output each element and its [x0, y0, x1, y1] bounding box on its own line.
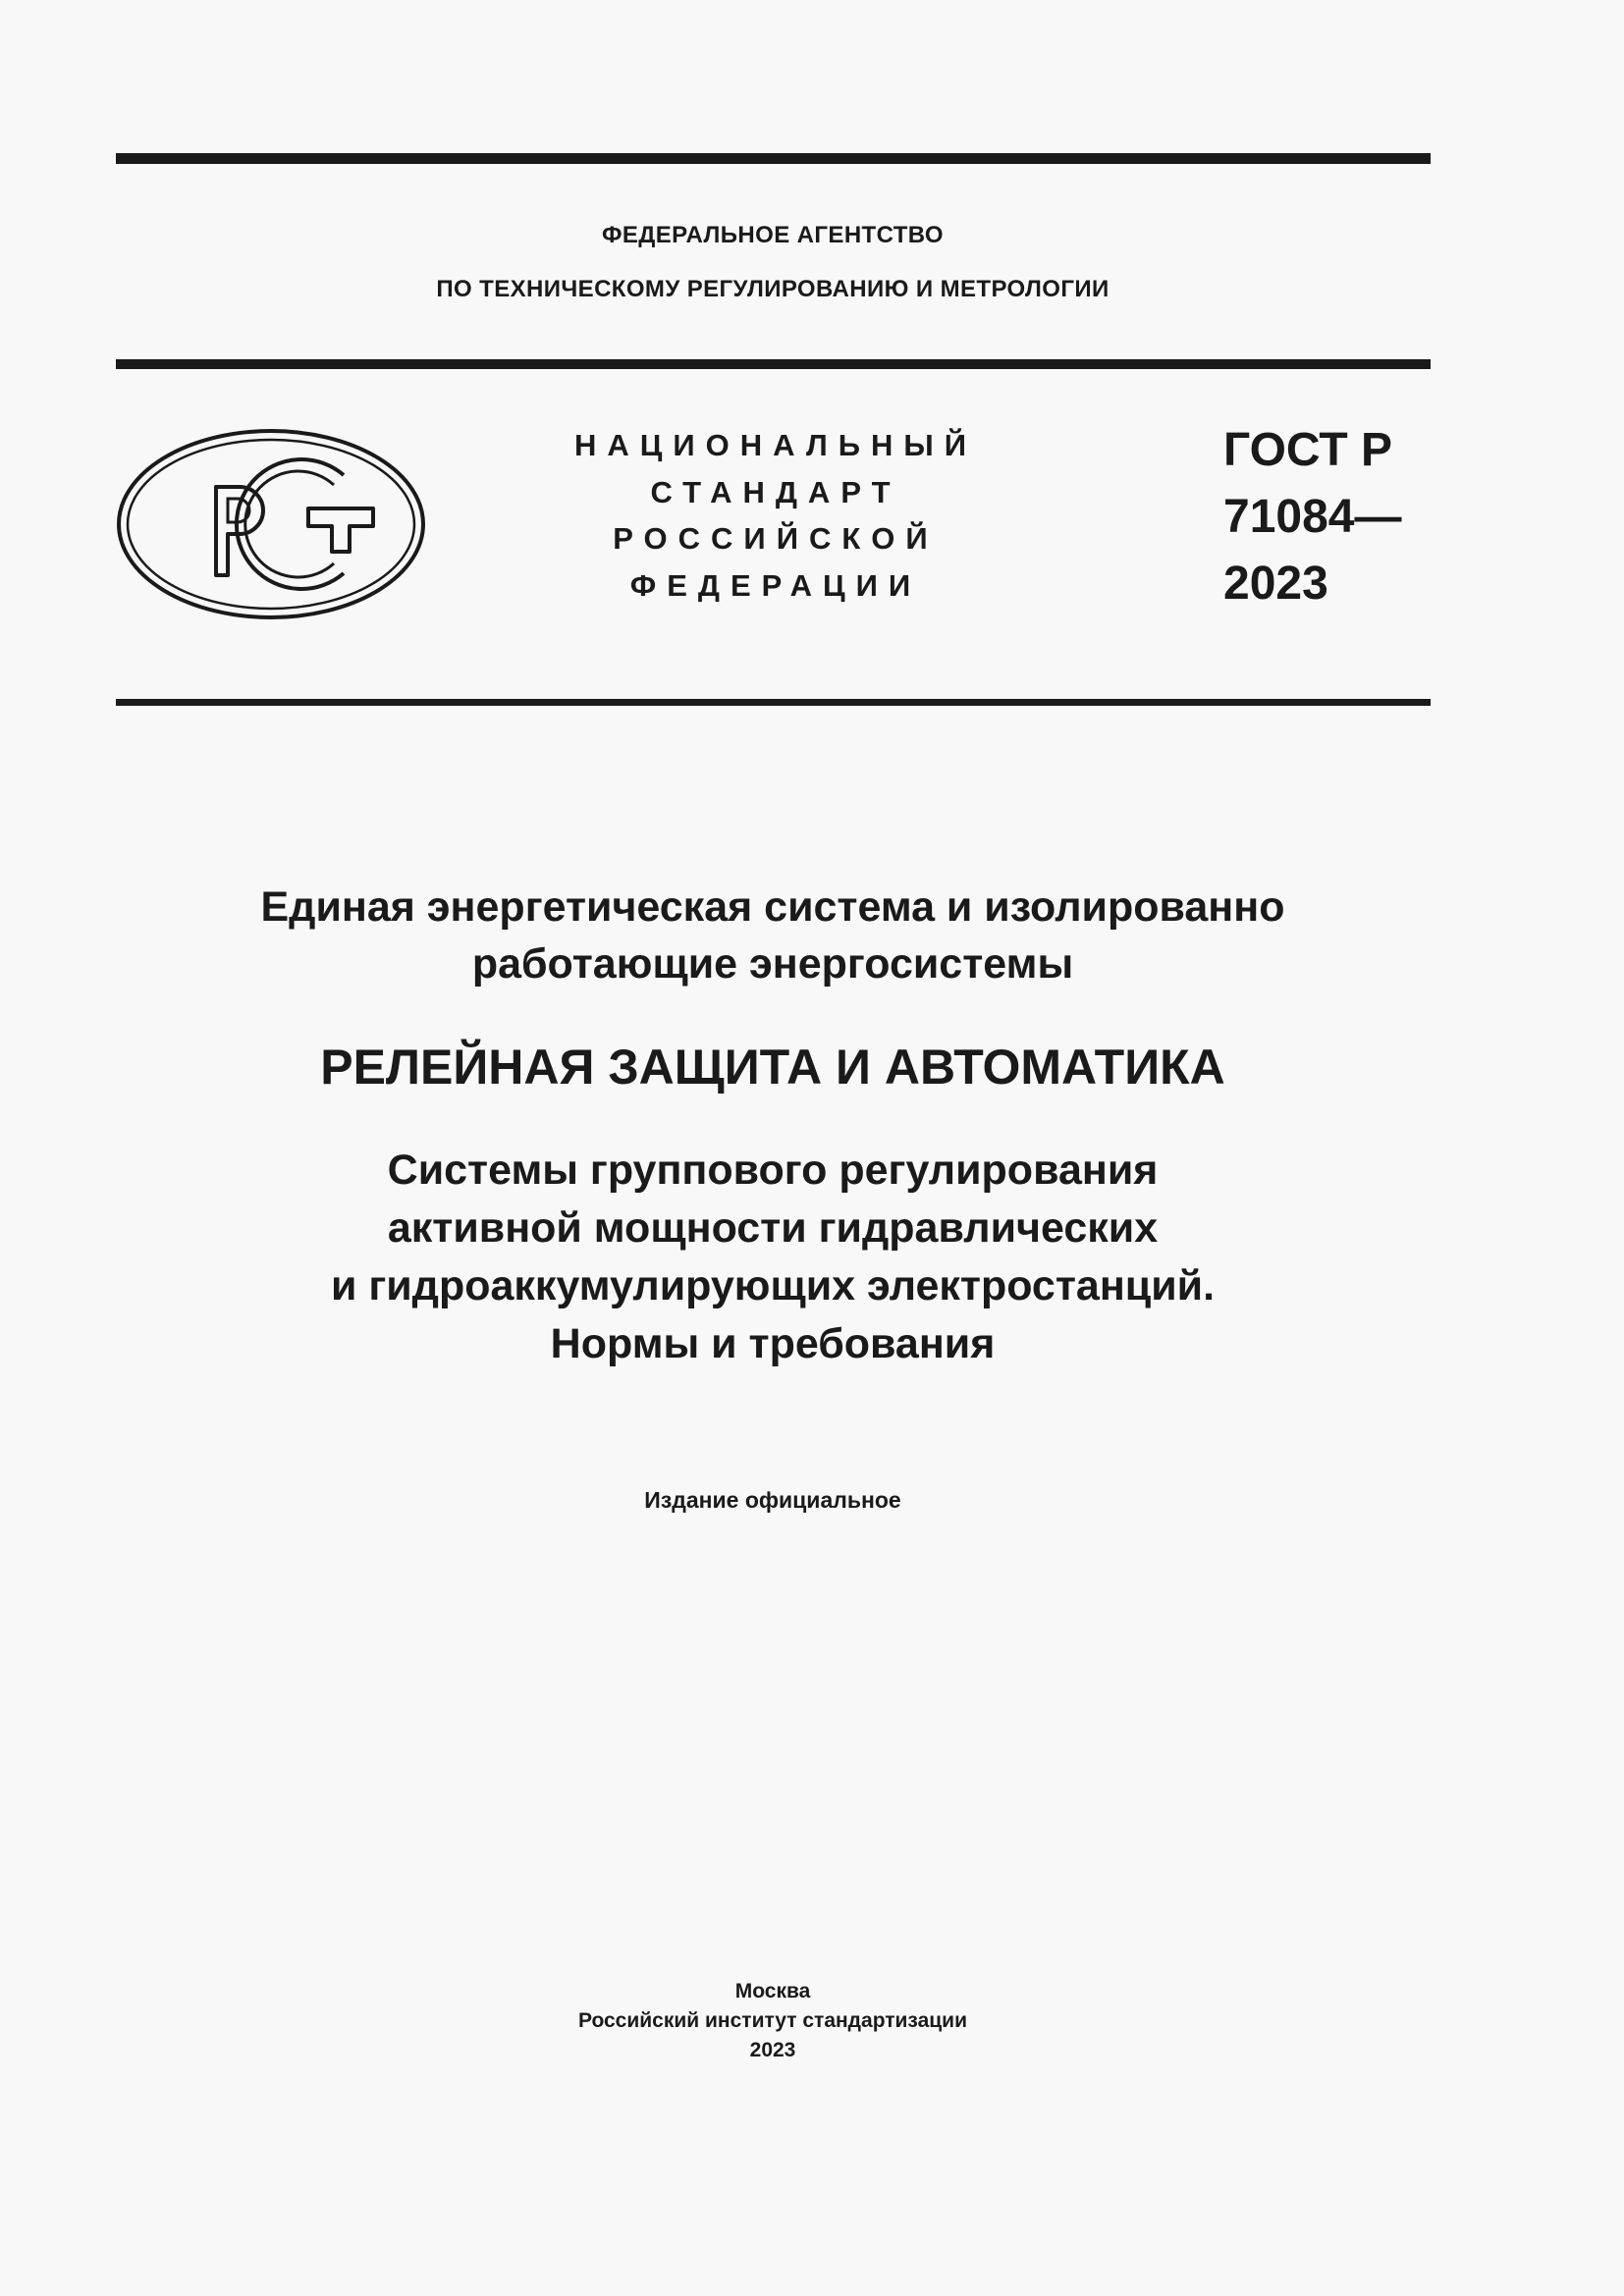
top-rule: [116, 153, 1431, 164]
rst-certification-mark-icon: [116, 428, 426, 620]
imprint-city: Москва: [734, 1980, 811, 2002]
subtitle-line: Нормы и требования: [550, 1320, 996, 1367]
national-standard-line: РОССИЙСКОЙ: [613, 521, 939, 556]
imprint-year: 2023: [749, 2039, 796, 2061]
document-main-title: РЕЛЕЙНАЯ ЗАЩИТА И АВТОМАТИКА: [320, 1040, 1225, 1095]
subtitle-line: активной мощности гидравлических: [387, 1204, 1159, 1252]
designation-line: ГОСТ Р: [1223, 424, 1393, 476]
subtitle-line: и гидроаккумулирующих электростанций.: [330, 1262, 1216, 1309]
national-standard-line: СТАНДАРТ: [650, 474, 901, 509]
national-standard-line: ФЕДЕРАЦИИ: [629, 567, 922, 603]
document-subtitle: [0, 1142, 1545, 1373]
imprint-publisher: Российский институт стандартизации: [577, 2009, 968, 2032]
document-series-title: [0, 879, 1545, 992]
agency-name-line1: ФЕДЕРАЛЬНОЕ АГЕНТСТВО: [601, 222, 945, 248]
subtitle-line: Системы группового регулирования: [387, 1147, 1159, 1194]
edition-note: Издание официальное: [644, 1487, 901, 1513]
national-standard-label: [550, 422, 1001, 609]
national-standard-line: НАЦИОНАЛЬНЫЙ: [573, 428, 978, 462]
designation-line: 71084—: [1223, 491, 1402, 543]
standard-designation: [1223, 417, 1401, 617]
header-rule: [116, 359, 1431, 369]
series-title-line: Единая энергетическая система и изолированно: [260, 883, 1285, 931]
designation-line: 2023: [1223, 558, 1328, 610]
section-rule: [116, 699, 1431, 706]
series-title-line: работающие энергосистемы: [471, 940, 1074, 988]
agency-name-line2: ПО ТЕХНИЧЕСКОМУ РЕГУЛИРОВАНИЮ И МЕТРОЛОГИИ: [436, 276, 1110, 302]
publisher-imprint: [0, 1977, 1545, 2065]
